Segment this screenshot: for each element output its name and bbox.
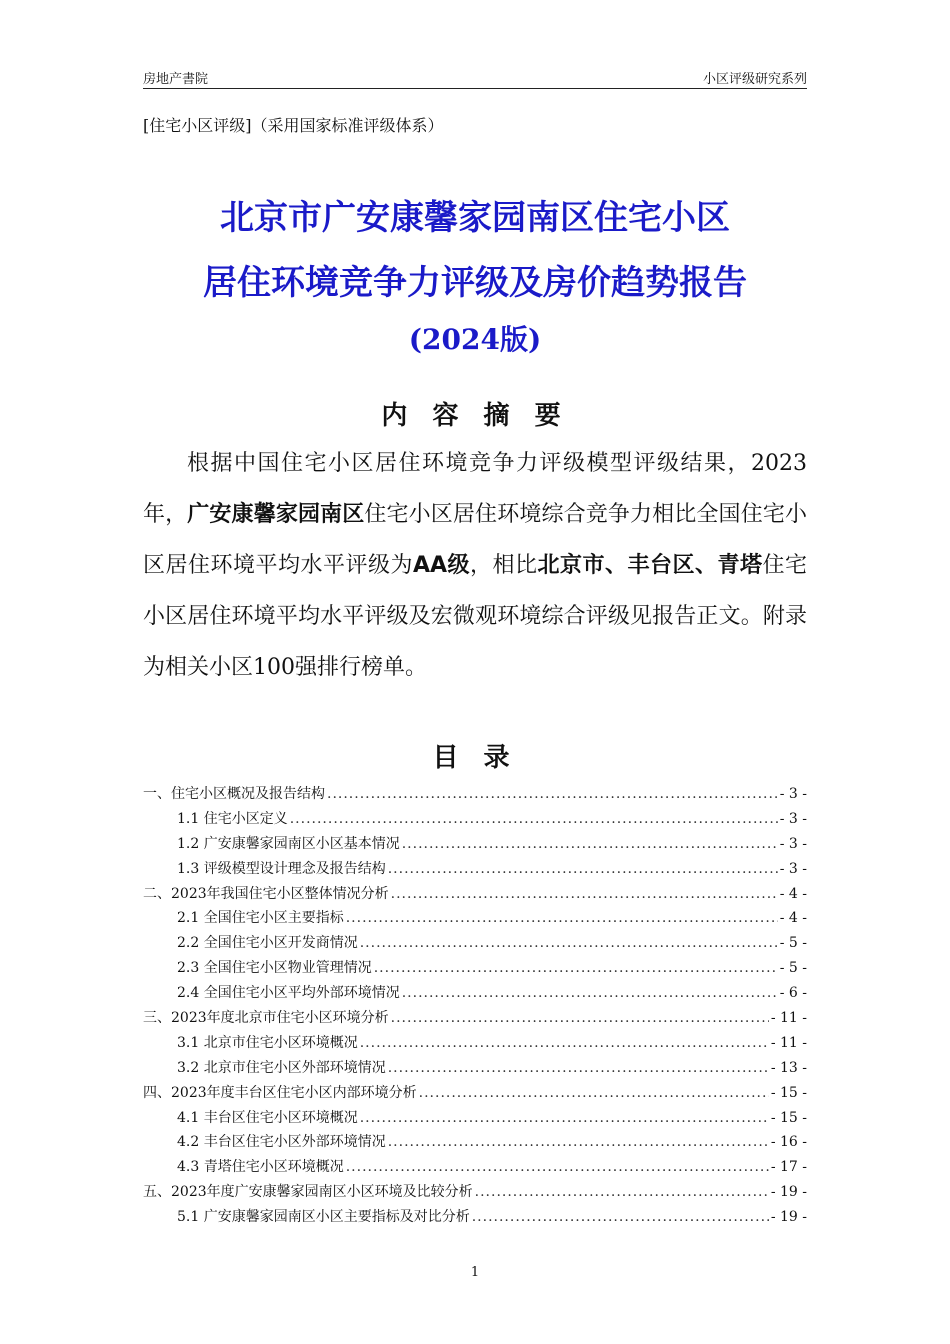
toc-leader xyxy=(388,1060,769,1076)
toc-leader xyxy=(360,935,778,951)
toc-leader xyxy=(360,1110,769,1126)
toc-entry-label: 4.1 丰台区住宅小区环境概况 xyxy=(177,1109,358,1126)
toc-entry[interactable] xyxy=(143,957,807,982)
toc-entry-label: 1.1 住宅小区定义 xyxy=(177,810,288,827)
toc-entry[interactable] xyxy=(143,858,807,883)
toc-entry-label: 4.2 丰台区住宅小区外部环境情况 xyxy=(177,1134,386,1151)
toc-entry-label: 一、住宅小区概况及报告结构 xyxy=(143,786,325,802)
abstract-bold-community: 广安康馨家园南区 xyxy=(187,502,365,527)
toc-entry[interactable] xyxy=(143,808,807,833)
toc-leader xyxy=(346,1159,769,1175)
toc-entry[interactable] xyxy=(143,833,807,858)
toc-leader xyxy=(388,861,778,877)
toc-entry-page: - 15 - xyxy=(770,1109,807,1126)
toc-entry-page: - 5 - xyxy=(779,960,807,977)
abstract-text: 根据中国住宅小区居住环境竞争力评级模型评级结果，2023年， xyxy=(143,451,807,527)
toc-entry-label: 2.3 全国住宅小区物业管理情况 xyxy=(177,960,372,977)
abstract-text: 住宅小区居住环境平均水平评级及宏微观环境综合评级见报告正文。附录为相关小区100强排行榜单。 xyxy=(143,553,807,680)
abstract-bold-rating: AA级 xyxy=(412,553,470,578)
toc-entry[interactable] xyxy=(143,1206,807,1231)
toc-entry-page: - 19 - xyxy=(770,1209,807,1226)
toc-entry-page: - 4 - xyxy=(779,910,807,927)
toc-entry-page: - 15 - xyxy=(770,1084,807,1101)
report-tag: [住宅小区评级]（采用国家标准评级体系） xyxy=(143,116,444,135)
toc-entry-page: - 11 - xyxy=(770,1010,807,1027)
toc-entry-label: 二、2023年我国住宅小区整体情况分析 xyxy=(143,885,389,902)
toc-entry-label: 四、2023年度丰台区住宅小区内部环境分析 xyxy=(143,1084,417,1101)
header-series: 小区评级研究系列 xyxy=(702,72,807,87)
toc-entry[interactable] xyxy=(143,1032,807,1057)
toc-entry-page: - 4 - xyxy=(779,885,807,902)
toc-entry-label: 2.2 全国住宅小区开发商情况 xyxy=(177,935,358,952)
toc-entry[interactable] xyxy=(143,1007,807,1032)
toc-entry-label: 五、2023年度广安康馨家园南区小区环境及比较分析 xyxy=(143,1184,473,1201)
toc-leader xyxy=(346,910,778,926)
toc-leader xyxy=(374,960,778,976)
toc-entry-label: 3.1 北京市住宅小区环境概况 xyxy=(177,1034,358,1051)
toc-leader xyxy=(402,985,778,1001)
header-publisher: 房地产書院 xyxy=(143,72,209,87)
toc-entry-page: - 6 - xyxy=(779,985,807,1002)
toc-leader xyxy=(290,811,778,827)
toc-entry-page: - 16 - xyxy=(770,1134,807,1151)
abstract-heading: 内 容 摘 要 xyxy=(381,401,569,431)
toc-entry[interactable] xyxy=(143,1181,807,1206)
toc-entry[interactable] xyxy=(143,1082,807,1107)
toc-entry-page: - 17 - xyxy=(770,1159,807,1176)
toc-leader xyxy=(402,836,778,852)
toc-entry-page: - 3 - xyxy=(779,810,807,827)
toc-entry-page: - 3 - xyxy=(779,786,807,802)
toc-entry-label: 2.4 全国住宅小区平均外部环境情况 xyxy=(177,985,400,1002)
toc-entry-label: 三、2023年度北京市住宅小区环境分析 xyxy=(143,1010,389,1027)
report-title-line-2: 居住环境竞争力评级及房价趋势报告 xyxy=(203,263,747,303)
toc-leader xyxy=(388,1134,769,1150)
toc-entry-page: - 19 - xyxy=(770,1184,807,1201)
abstract-text: ，相比 xyxy=(470,553,538,578)
toc-entry-label: 1.3 评级模型设计理念及报告结构 xyxy=(177,860,386,877)
abstract-bold-regions: 北京市、丰台区、青塔 xyxy=(537,553,763,578)
toc-entry[interactable] xyxy=(143,1057,807,1082)
abstract-text: 住宅小区居住环境综合竞争力相比全国住宅小区居住环境平均水平评级为 xyxy=(143,502,807,578)
page-header xyxy=(143,64,807,89)
toc-entry-page: - 5 - xyxy=(779,935,807,952)
toc-entry-page: - 3 - xyxy=(779,860,807,877)
toc-entry[interactable] xyxy=(143,1131,807,1156)
toc-heading: 目 录 xyxy=(432,743,518,773)
toc-entry-label: 3.2 北京市住宅小区外部环境情况 xyxy=(177,1059,386,1076)
toc-leader xyxy=(360,1035,769,1051)
toc-leader xyxy=(419,1085,769,1101)
toc-leader xyxy=(327,786,778,802)
toc-entry[interactable] xyxy=(143,1156,807,1181)
toc-entry-label: 2.1 全国住宅小区主要指标 xyxy=(177,910,344,927)
toc-entry-label: 1.2 广安康馨家园南区小区基本情况 xyxy=(177,835,400,852)
toc-entry[interactable] xyxy=(143,932,807,957)
toc-entry-page: - 13 - xyxy=(770,1059,807,1076)
page-number: 1 xyxy=(470,1265,480,1280)
toc-entry-label: 4.3 青塔住宅小区环境概况 xyxy=(177,1159,344,1176)
abstract-paragraph xyxy=(143,438,807,693)
toc-entry[interactable] xyxy=(143,907,807,932)
toc-entry-page: - 11 - xyxy=(770,1034,807,1051)
toc-entry[interactable] xyxy=(143,883,807,908)
report-title-line-1: 北京市广安康馨家园南区住宅小区 xyxy=(220,198,730,238)
toc-entry[interactable] xyxy=(143,982,807,1007)
toc-entry-page: - 3 - xyxy=(779,835,807,852)
table-of-contents xyxy=(143,783,807,1231)
toc-leader xyxy=(391,886,778,902)
toc-leader xyxy=(472,1209,769,1225)
report-edition: (2024版) xyxy=(408,323,542,356)
toc-entry[interactable] xyxy=(143,783,807,808)
toc-leader xyxy=(391,1010,769,1026)
toc-entry[interactable] xyxy=(143,1107,807,1132)
toc-leader xyxy=(475,1184,769,1200)
toc-entry-label: 5.1 广安康馨家园南区小区主要指标及对比分析 xyxy=(177,1209,470,1226)
